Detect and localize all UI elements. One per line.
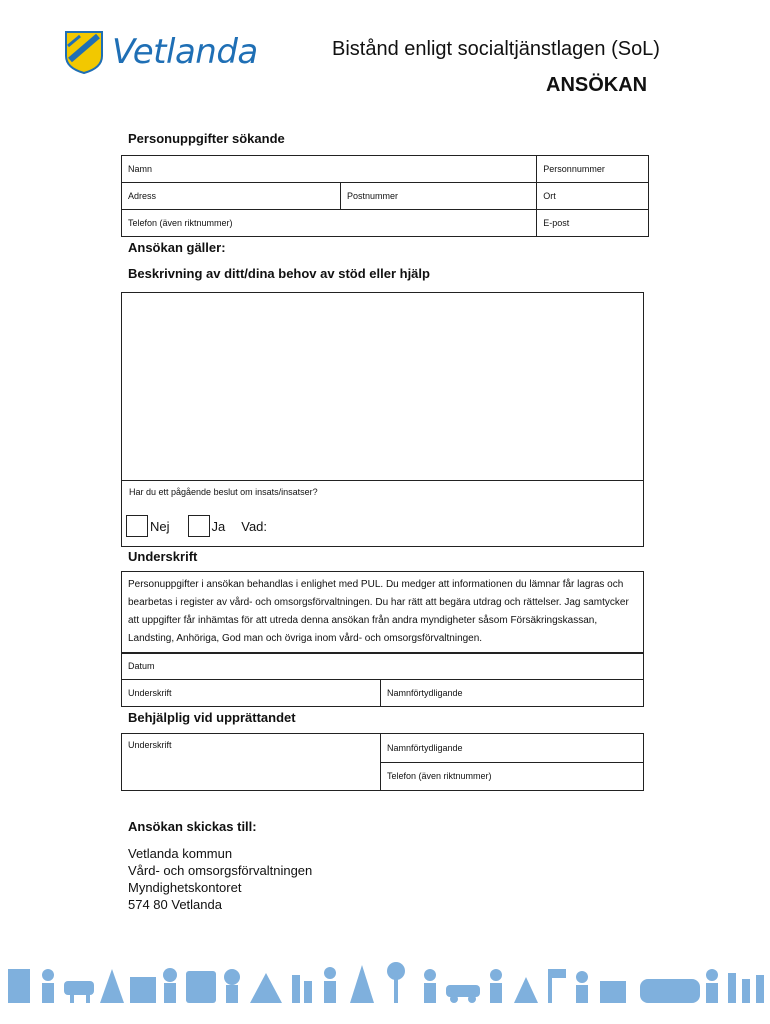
personal-number-field[interactable]: Personnummer bbox=[537, 156, 649, 183]
phone-field[interactable]: Telefon (även riktnummer) bbox=[122, 210, 537, 237]
yes-checkbox[interactable] bbox=[188, 515, 210, 537]
consent-text: Personuppgifter i ansökan behandlas i enlighet med PUL. Du medger att informationen du lämnar får lagras och bearbetas i register av vård- och omsorgsförvaltningen. Du har rätt att begära utdrag och rättelser. Jag samtycker att uppgifter får inhämtas för att utreda denna ansökan från andra myndigheter såsom Försäkringskassan, Landsting, Anhöriga, God man och övriga inom vård- och omsorgsförvaltningen. bbox=[121, 571, 644, 654]
document-title: Bistånd enligt socialtjänstlagen (SoL) bbox=[332, 38, 660, 60]
assisted-heading: Behjälplig vid upprättandet bbox=[128, 710, 296, 725]
vetlanda-logo bbox=[64, 30, 258, 74]
assisted-table bbox=[121, 733, 644, 791]
send-to-heading: Ansökan skickas till: bbox=[128, 819, 257, 834]
yes-label: Ja bbox=[211, 518, 226, 534]
name-field[interactable]: Namn bbox=[122, 156, 537, 183]
logo-text: Vetlanda bbox=[112, 32, 258, 72]
no-checkbox[interactable] bbox=[126, 515, 148, 537]
address-line: Myndighetskontoret bbox=[128, 880, 242, 895]
address-line: Vetlanda kommun bbox=[128, 846, 233, 861]
address-line: 574 80 Vetlanda bbox=[128, 897, 222, 912]
coat-of-arms-icon bbox=[64, 30, 104, 74]
send-to-address bbox=[128, 845, 312, 913]
name-clarification-field[interactable]: Namnförtydligande bbox=[381, 680, 644, 707]
signature-table bbox=[121, 652, 644, 707]
assisted-signature-field[interactable]: Underskrift bbox=[122, 734, 381, 791]
description-heading: Beskrivning av ditt/dina behov av stöd eller hjälp bbox=[128, 266, 430, 281]
city-field[interactable]: Ort bbox=[537, 183, 649, 210]
personal-data-heading: Personuppgifter sökande bbox=[128, 131, 285, 146]
document-heading: ANSÖKAN bbox=[546, 74, 648, 96]
assisted-phone-field[interactable]: Telefon (även riktnummer) bbox=[381, 762, 644, 791]
what-label: Vad: bbox=[241, 518, 268, 534]
postal-code-field[interactable]: Postnummer bbox=[341, 183, 537, 210]
signature-heading: Underskrift bbox=[128, 549, 198, 564]
ongoing-decision-question: Har du ett pågående beslut om insats/insatser? bbox=[129, 487, 318, 497]
address-line: Vård- och omsorgsförvaltningen bbox=[128, 863, 313, 878]
date-field[interactable]: Datum bbox=[122, 653, 644, 680]
ongoing-decision-box bbox=[121, 480, 644, 547]
description-textarea[interactable] bbox=[121, 292, 644, 481]
assisted-name-clarification-field[interactable]: Namnförtydligande bbox=[381, 734, 644, 763]
decorative-footer-illustration bbox=[0, 955, 770, 1005]
signature-field[interactable]: Underskrift bbox=[122, 680, 381, 707]
personal-data-table bbox=[121, 155, 649, 237]
email-field[interactable]: E-post bbox=[537, 210, 649, 237]
no-label: Nej bbox=[150, 518, 170, 534]
address-field[interactable]: Adress bbox=[122, 183, 341, 210]
application-heading: Ansökan gäller: bbox=[128, 240, 226, 255]
